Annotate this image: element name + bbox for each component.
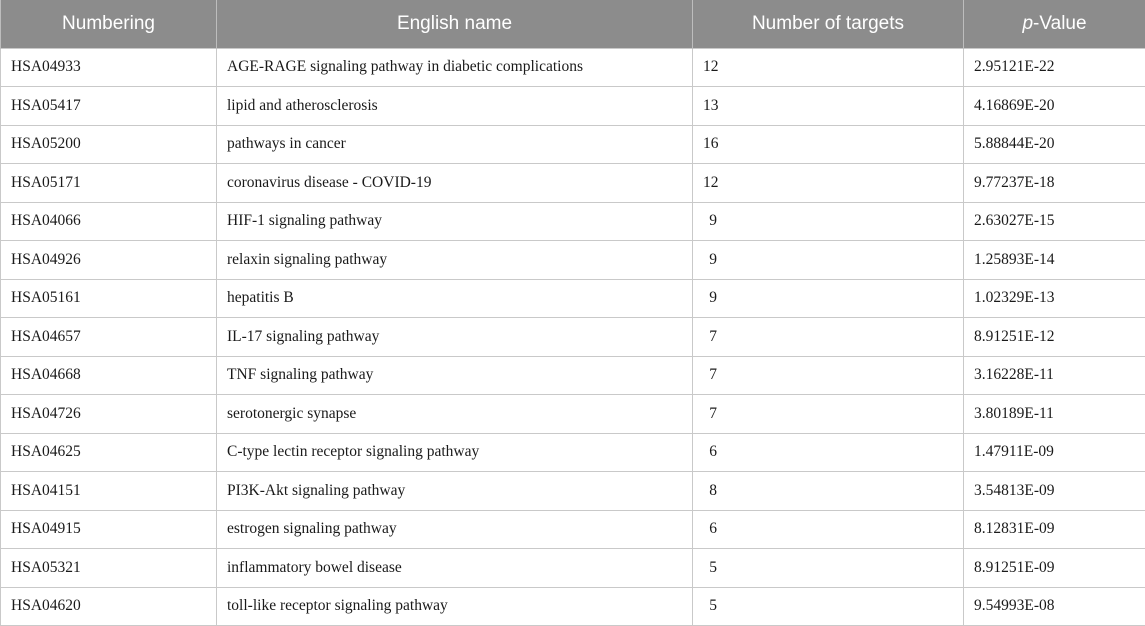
cell-numbering: HSA04915 <box>1 510 217 549</box>
cell-p-value: 2.63027E-15 <box>964 202 1145 241</box>
cell-targets <box>693 48 964 87</box>
cell-p-value: 2.95121E-22 <box>964 48 1145 87</box>
cell-english-name: serotonergic synapse <box>217 395 693 434</box>
cell-numbering: HSA04066 <box>1 202 217 241</box>
cell-english-name: lipid and atherosclerosis <box>217 87 693 126</box>
cell-p-value: 5.88844E-20 <box>964 125 1145 164</box>
cell-targets-value: 7 <box>709 366 717 384</box>
cell-english-name: AGE-RAGE signaling pathway in diabetic complications <box>217 48 693 87</box>
cell-targets <box>693 510 964 549</box>
cell-p-value: 9.77237E-18 <box>964 164 1145 203</box>
cell-targets-value: 6 <box>709 520 717 538</box>
cell-targets-value: 9 <box>709 289 717 307</box>
cell-targets <box>693 318 964 357</box>
cell-targets-value: 12 <box>703 58 719 76</box>
cell-targets <box>693 164 964 203</box>
header-english-name: English name <box>217 0 693 48</box>
cell-p-value: 8.91251E-12 <box>964 318 1145 357</box>
cell-numbering: HSA05321 <box>1 549 217 588</box>
cell-targets <box>693 433 964 472</box>
cell-numbering: HSA05200 <box>1 125 217 164</box>
cell-english-name: pathways in cancer <box>217 125 693 164</box>
table-header <box>1 0 1145 48</box>
cell-p-value: 4.16869E-20 <box>964 87 1145 126</box>
header-p-value-italic: p <box>1022 12 1034 34</box>
cell-numbering: HSA05171 <box>1 164 217 203</box>
header-p-value-rest: -Value <box>1033 12 1087 34</box>
table-row <box>1 549 1145 588</box>
table-row <box>1 48 1145 87</box>
cell-english-name: TNF signaling pathway <box>217 356 693 395</box>
table-row <box>1 318 1145 357</box>
header-number-of-targets: Number of targets <box>693 0 964 48</box>
cell-p-value: 9.54993E-08 <box>964 587 1145 626</box>
table-row <box>1 125 1145 164</box>
cell-targets <box>693 472 964 511</box>
header-numbering: Numbering <box>1 0 217 48</box>
cell-targets <box>693 587 964 626</box>
table-row <box>1 587 1145 626</box>
table-row <box>1 279 1145 318</box>
cell-targets <box>693 395 964 434</box>
cell-p-value: 3.80189E-11 <box>964 395 1145 434</box>
cell-targets <box>693 356 964 395</box>
cell-targets-value: 5 <box>709 597 717 615</box>
cell-english-name: PI3K-Akt signaling pathway <box>217 472 693 511</box>
cell-english-name: estrogen signaling pathway <box>217 510 693 549</box>
cell-targets-value: 7 <box>709 404 717 422</box>
cell-targets-value: 9 <box>709 212 717 230</box>
table-body <box>1 48 1145 626</box>
cell-targets-value: 7 <box>709 327 717 345</box>
cell-english-name: C-type lectin receptor signaling pathway <box>217 433 693 472</box>
header-row <box>1 0 1145 48</box>
table-row <box>1 87 1145 126</box>
cell-numbering: HSA05161 <box>1 279 217 318</box>
cell-targets-value: 9 <box>709 250 717 268</box>
cell-targets <box>693 549 964 588</box>
cell-p-value: 1.47911E-09 <box>964 433 1145 472</box>
cell-p-value: 3.16228E-11 <box>964 356 1145 395</box>
cell-numbering: HSA04151 <box>1 472 217 511</box>
cell-numbering: HSA04933 <box>1 48 217 87</box>
cell-numbering: HSA04726 <box>1 395 217 434</box>
cell-p-value: 8.91251E-09 <box>964 549 1145 588</box>
cell-targets-value: 16 <box>703 135 719 153</box>
header-p-value <box>964 0 1145 48</box>
cell-english-name: toll-like receptor signaling pathway <box>217 587 693 626</box>
cell-targets-value: 5 <box>709 558 717 576</box>
cell-numbering: HSA05417 <box>1 87 217 126</box>
cell-targets-value: 6 <box>709 443 717 461</box>
cell-english-name: IL-17 signaling pathway <box>217 318 693 357</box>
cell-numbering: HSA04668 <box>1 356 217 395</box>
cell-english-name: coronavirus disease - COVID-19 <box>217 164 693 203</box>
cell-numbering: HSA04620 <box>1 587 217 626</box>
cell-numbering: HSA04625 <box>1 433 217 472</box>
cell-numbering: HSA04657 <box>1 318 217 357</box>
table-row <box>1 241 1145 280</box>
table-row <box>1 433 1145 472</box>
cell-english-name: inflammatory bowel disease <box>217 549 693 588</box>
cell-targets <box>693 87 964 126</box>
cell-p-value: 3.54813E-09 <box>964 472 1145 511</box>
cell-p-value: 1.02329E-13 <box>964 279 1145 318</box>
cell-targets <box>693 279 964 318</box>
table-row <box>1 472 1145 511</box>
cell-targets <box>693 202 964 241</box>
table-row <box>1 510 1145 549</box>
cell-targets <box>693 241 964 280</box>
cell-english-name: relaxin signaling pathway <box>217 241 693 280</box>
table-row <box>1 356 1145 395</box>
cell-p-value: 8.12831E-09 <box>964 510 1145 549</box>
cell-targets <box>693 125 964 164</box>
cell-targets-value: 8 <box>709 481 717 499</box>
table-row <box>1 164 1145 203</box>
table-row <box>1 395 1145 434</box>
cell-english-name: HIF-1 signaling pathway <box>217 202 693 241</box>
cell-english-name: hepatitis B <box>217 279 693 318</box>
table-row <box>1 202 1145 241</box>
cell-targets-value: 13 <box>703 96 719 114</box>
cell-numbering: HSA04926 <box>1 241 217 280</box>
cell-p-value: 1.25893E-14 <box>964 241 1145 280</box>
cell-targets-value: 12 <box>703 173 719 191</box>
